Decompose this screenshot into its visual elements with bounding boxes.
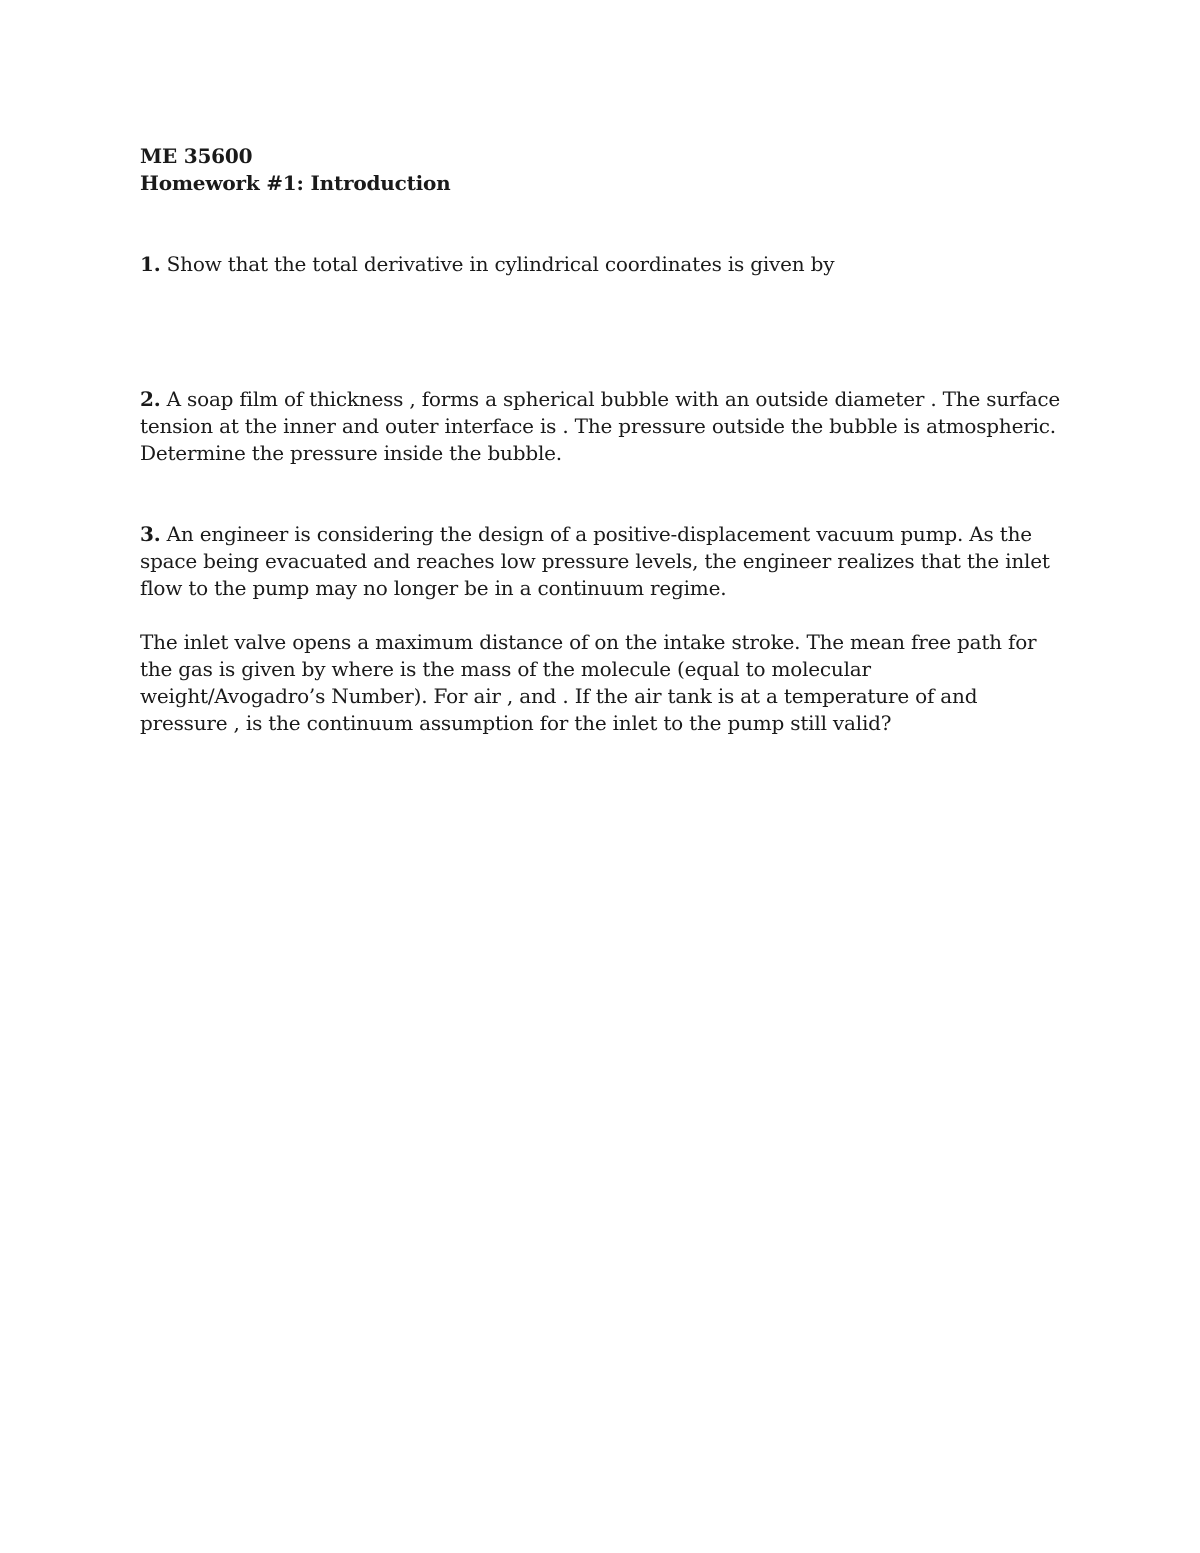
course-code: ME 35600 [140,144,253,168]
problem-number: 1. [140,252,161,276]
problem-number: 2. [140,387,161,411]
problem-3-continuation: The inlet valve opens a maximum distance of on the intake stroke. The mean free path for the gas is given by where is the mass of the molecule (equal to molecular weight/Avogadro’s Number). For air , and . If the air tank is at a temperature of and pressure , is the continuum assumption for the inlet to the pump still valid? [140,630,1037,735]
document-body [140,143,1060,737]
problem-2 [140,386,1060,467]
problem-text: A soap film of thickness , forms a spherical bubble with an outside diameter . The surface tension at the inner and outer interface is . The pressure outside the bubble is atmospheric. Determine the pressure inside the bubble. [140,387,1060,465]
problem-3 [140,521,1060,602]
problem-text: An engineer is considering the design of a positive-displacement vacuum pump. As the space being evacuated and reaches low pressure levels, the engineer realizes that the inlet flow to the pump may no longer be in a continuum regime. [140,522,1050,600]
problem-text: Show that the total derivative in cylindrical coordinates is given by [160,252,835,276]
problem-1 [140,251,1060,278]
problem-number: 3. [140,522,161,546]
homework-title: Homework #1: Introduction [140,171,451,195]
